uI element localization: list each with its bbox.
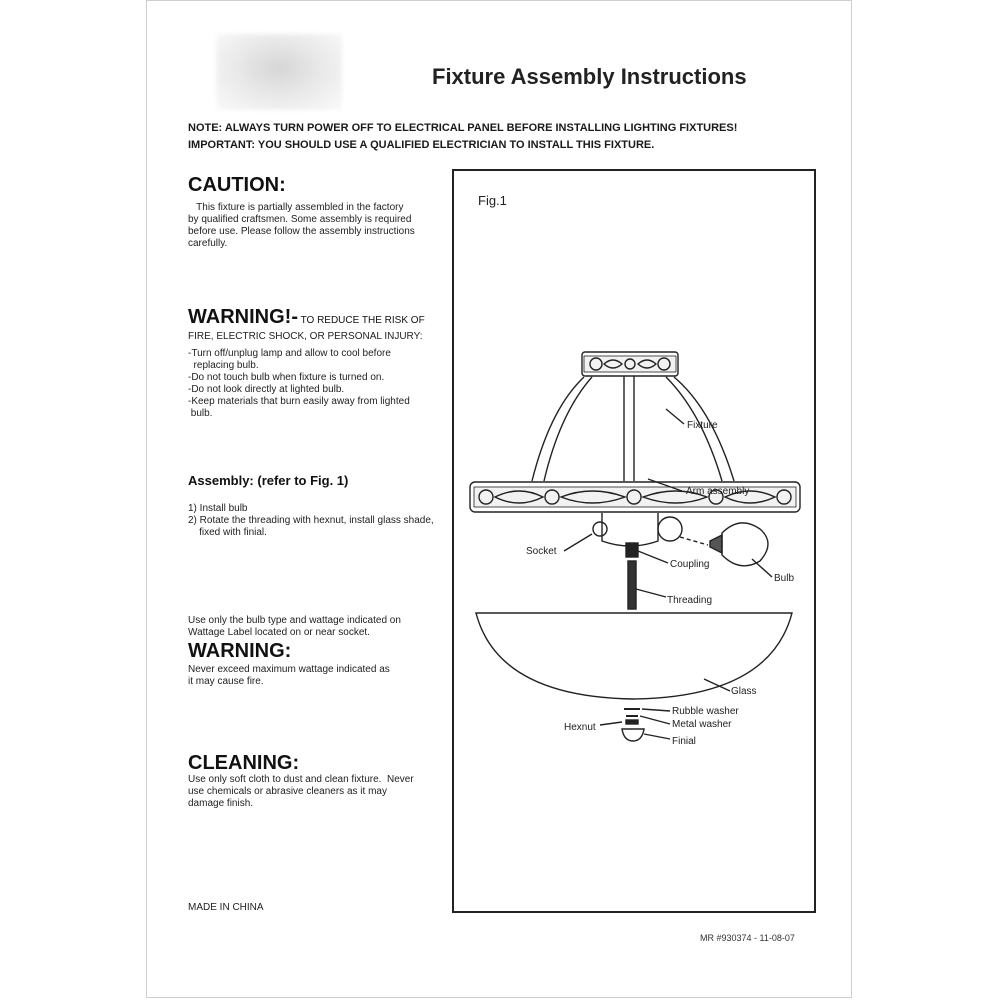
bulb-wattage-note: Use only the bulb type and wattage indicated on Wattage Label located on or near socket. [188,615,401,638]
warning-lead: TO REDUCE THE RISK OF [297,315,425,326]
callout-metal-washer: Metal washer [672,719,732,730]
callout-socket: Socket [526,546,557,557]
callout-arm-assembly: Arm assembly [686,486,750,497]
callout-fixture: Fixture [687,420,718,431]
callout-hexnut: Hexnut [564,722,596,733]
bulb-base [710,535,722,553]
callout-coupling: Coupling [670,559,710,570]
warning-items: -Turn off/unplug lamp and allow to cool before replacing bulb. -Do not touch bulb when fixture is turned on. -Do not look directly at lighted bulb. -Keep materials that burn easily away from lighted bulb. [188,348,410,419]
assembly-steps: 1) Install bulb 2) Rotate the threading with hexnut, install glass shade, fixed with finial. [188,503,434,538]
finial [622,729,644,741]
hexnut [626,720,638,724]
socket-cup [602,513,658,546]
cleaning-heading: CLEANING: [188,752,300,774]
page-title: Fixture Assembly Instructions [432,64,747,89]
callout-glass: Glass [731,686,757,697]
arm-left [532,377,584,481]
coupling [626,543,638,557]
bulb-glass [722,523,768,566]
assembly-heading: Assembly: (refer to Fig. 1) [188,473,349,488]
wattage-warning-body: Never exceed maximum wattage indicated as it may cause fire. [188,664,390,687]
socket-right [658,517,682,541]
document-code: MR #930374 - 11-08-07 [700,933,795,943]
wattage-warning-heading: WARNING: [188,640,292,662]
callout-bulb: Bulb [774,573,795,584]
warning-lead-2: FIRE, ELECTRIC SHOCK, OR PERSONAL INJURY: [188,331,423,342]
made-in-label: MADE IN CHINA [188,902,264,913]
warning-title: WARNING!- [188,306,298,328]
cleaning-body: Use only soft cloth to dust and clean fixture. Never use chemicals or abrasive cleaners as it may damage finish. [188,774,414,809]
callout-finial: Finial [672,736,696,747]
threading [628,561,636,609]
callout-threading: Threading [667,595,713,606]
caution-body: This fixture is partially assembled in the factory by qualified craftsmen. Some assembly is required before use. Please follow the assembly instructions carefully. [188,202,415,249]
socket-left [593,522,607,536]
fixture-diagram [452,169,816,913]
electrician-note: IMPORTANT: YOU SHOULD USE A QUALIFIED ELECTRICIAN TO INSTALL THIS FIXTURE. [188,139,655,151]
warning-heading [188,306,425,329]
figure-label: Fig.1 [478,193,507,208]
brand-logo [216,34,342,110]
callout-rubble-washer: Rubble washer [672,706,739,717]
power-off-note: NOTE: ALWAYS TURN POWER OFF TO ELECTRICAL PANEL BEFORE INSTALLING LIGHTING FIXTURES! [188,122,738,134]
caution-heading: CAUTION: [188,174,286,196]
